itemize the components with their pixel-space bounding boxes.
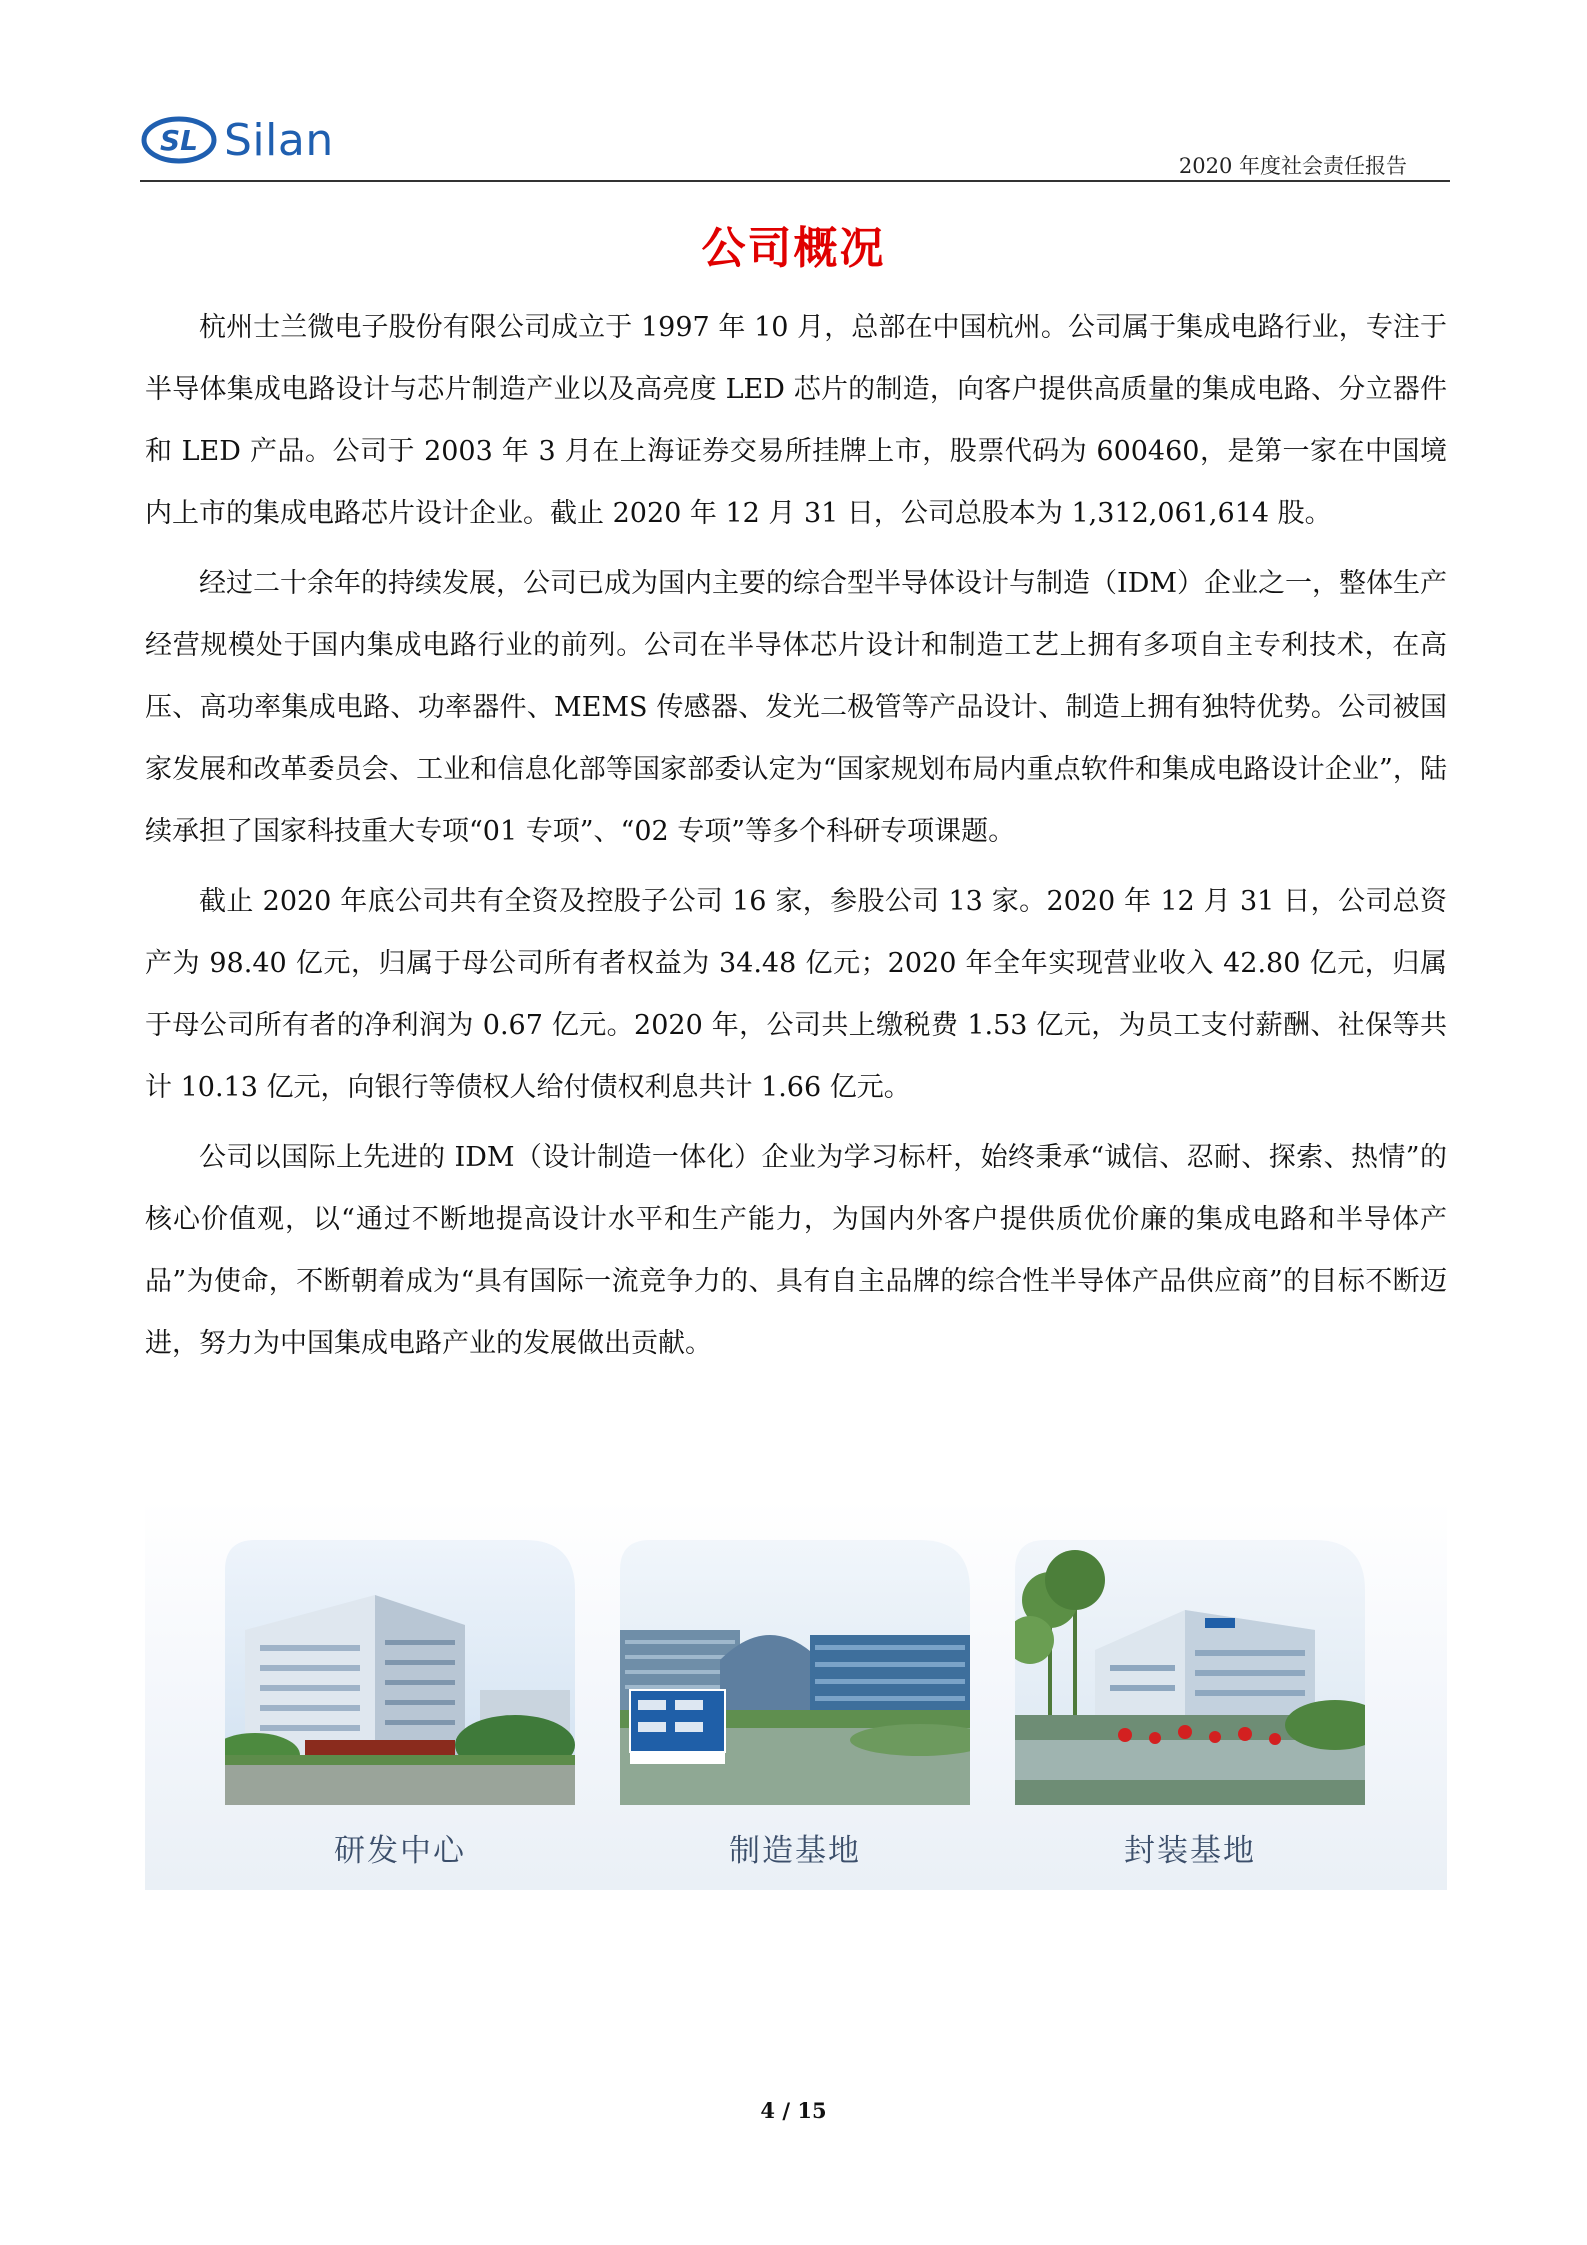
silan-logo-icon bbox=[140, 114, 218, 166]
header-divider bbox=[140, 180, 1450, 182]
photo-manufacturing-base bbox=[620, 1540, 970, 1805]
page-title: 公司概况 bbox=[701, 223, 886, 274]
logo-wordmark: Silan bbox=[224, 114, 334, 166]
manufacturing-photo-icon bbox=[620, 1540, 970, 1805]
rd-center-photo-icon bbox=[225, 1540, 575, 1805]
company-logo bbox=[140, 110, 350, 170]
paragraph-financials: 截止 2020 年底公司共有全资及控股子公司 16 家，参股公司 13 家。2020 年 12 月 31 日，公司总资产为 98.40 亿元，归属于母公司所有者权益为 34.48 亿元；2020 年全年实现营业收入 42.80 亿元，归属于母公司所有者的净利润为 0.67 亿元。2020 年，公司共上缴税费 1.53 亿元，为员工支付薪酬、社保等共计 10.13 亿元，向银行等债权人给付债权利息共计 1.66 亿元。 bbox=[145, 886, 1447, 1103]
paragraph-company-intro: 杭州士兰微电子股份有限公司成立于 1997 年 10 月，总部在中国杭州。公司属于集成电路行业，专注于半导体集成电路设计与芯片制造产业以及高亮度 LED 芯片的制造，向客户提供高质量的集成电路、分立器件和 LED 产品。公司于 2003 年 3 月在上海证券交易所挂牌上市，股票代码为 600460，是第一家在中国境内上市的集成电路芯片设计企业。截止 2020 年 12 月 31 日，公司总股本为 1,312,061,614 股。 bbox=[145, 312, 1447, 529]
body-text bbox=[145, 297, 1447, 1383]
page-number: 4 / 15 bbox=[760, 2098, 827, 2123]
packaging-photo-icon bbox=[1015, 1540, 1365, 1805]
facility-photo-strip bbox=[145, 1500, 1447, 1890]
report-title: 2020 年度社会责任报告 bbox=[1178, 154, 1407, 178]
photo-packaging-base bbox=[1015, 1540, 1365, 1805]
paragraph-development: 经过二十余年的持续发展，公司已成为国内主要的综合型半导体设计与制造（IDM）企业之一，整体生产经营规模处于国内集成电路行业的前列。公司在半导体芯片设计和制造工艺上拥有多项自主专利技术，在高压、高功率集成电路、功率器件、MEMS 传感器、发光二极管等产品设计、制造上拥有独特优势。公司被国家发展和改革委员会、工业和信息化部等国家部委认定为“国家规划布局内重点软件和集成电路设计企业”，陆续承担了国家科技重大专项“01 专项”、“02 专项”等多个科研专项课题。 bbox=[145, 568, 1447, 847]
photo-label-manufacturing-base: 制造基地 bbox=[729, 1833, 861, 1869]
photo-rd-center bbox=[225, 1540, 575, 1805]
photo-label-packaging-base: 封装基地 bbox=[1124, 1833, 1256, 1869]
svg-text:SL: SL bbox=[159, 124, 199, 157]
photo-label-rd-center: 研发中心 bbox=[334, 1833, 466, 1869]
paragraph-mission: 公司以国际上先进的 IDM（设计制造一体化）企业为学习标杆，始终秉承“诚信、忍耐、探索、热情”的核心价值观，以“通过不断地提高设计水平和生产能力，为国内外客户提供质优价廉的集成电路和半导体产品”为使命，不断朝着成为“具有国际一流竞争力的、具有自主品牌的综合性半导体产品供应商”的目标不断迈进，努力为中国集成电路产业的发展做出贡献。 bbox=[145, 1142, 1447, 1359]
